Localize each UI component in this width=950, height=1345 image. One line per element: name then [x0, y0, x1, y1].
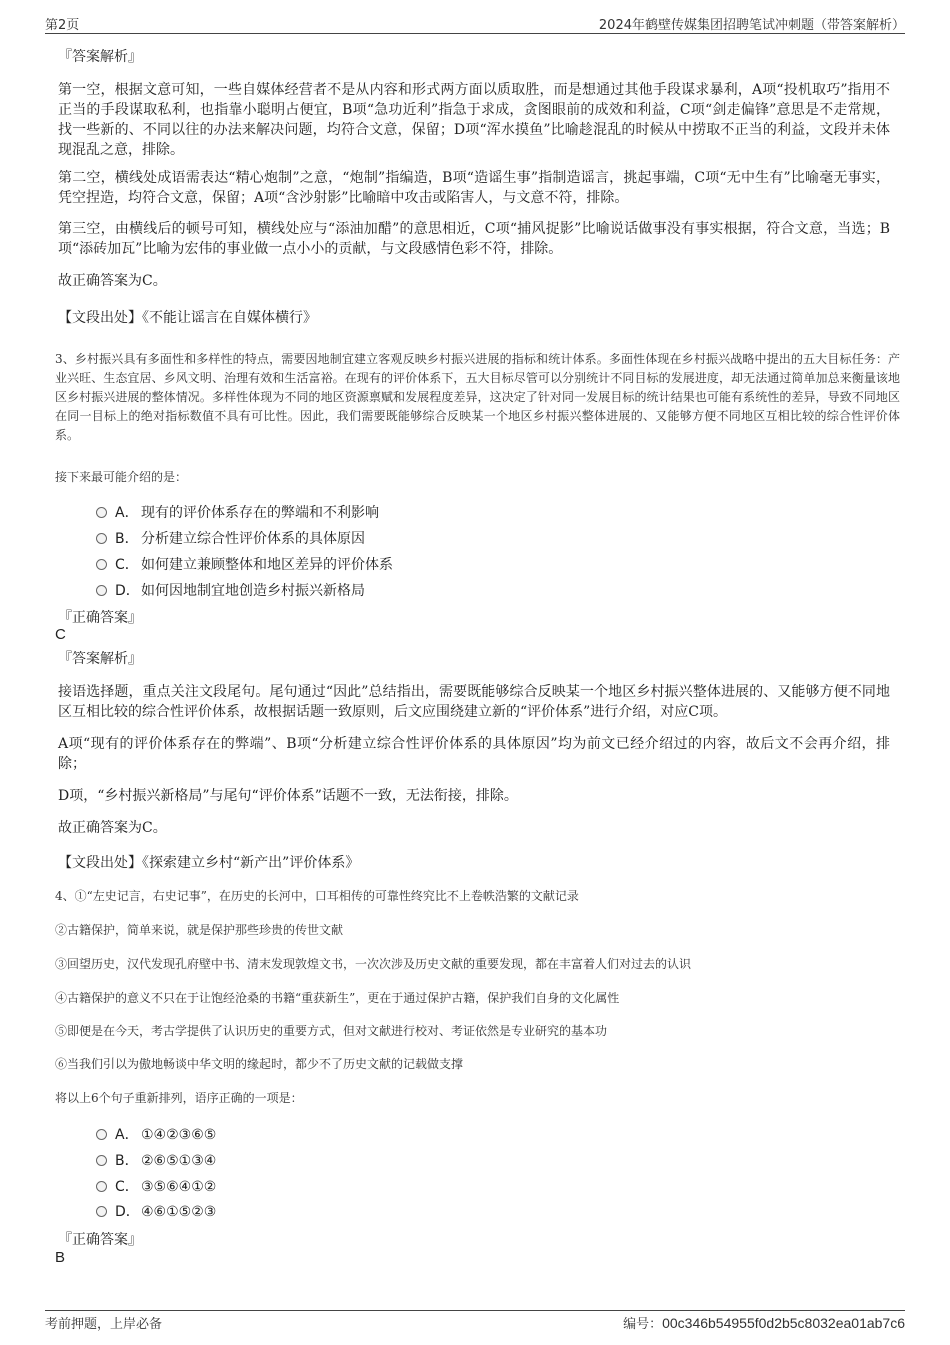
answer-analysis-label: 『答案解析』 [58, 49, 142, 65]
radio-icon[interactable] [96, 585, 107, 596]
option-d[interactable] [96, 1201, 216, 1221]
question-prompt: 将以上6个句子重新排列，语序正确的一项是： [55, 1091, 303, 1105]
option-letter: A． [115, 1127, 139, 1143]
code-value: 00c346b54955f0d2b5c8032ea01ab7c6 [662, 1315, 905, 1331]
radio-icon[interactable] [96, 1206, 107, 1217]
option-letter: A． [115, 505, 139, 521]
option-b[interactable] [96, 528, 365, 548]
radio-icon[interactable] [96, 507, 107, 518]
analysis-conclusion: 故正确答案为C。 [58, 820, 167, 836]
sentence-item: ③回望历史，汉代发现孔府壁中书、清末发现敦煌文书，一次次涉及历史文献的重要发现，都在丰富着人们对过去的认识 [55, 957, 692, 971]
correct-answer: C [55, 626, 66, 643]
option-text: ①④②③⑥⑤ [141, 1127, 217, 1143]
radio-icon[interactable] [96, 533, 107, 544]
document-code [623, 1313, 905, 1332]
analysis-paragraph: A项“现有的评价体系存在的弊端”、B项“分析建立综合性评价体系的具体原因”均为前文已经介绍过的内容，故后文不会再介绍，排除； [58, 736, 890, 772]
option-c[interactable] [96, 1176, 216, 1196]
footer-slogan: 考前押题，上岸必备 [45, 1317, 163, 1332]
analysis-paragraph: 第三空，由横线后的顿号可知，横线处应与“添油加醋”的意思相近，C项“捕风捉影”比喻说话做事没有事实根据，符合文意，当选；B项“添砖加瓦”比喻为宏伟的事业做一点小小的贡献，与文段感情色彩不符，排除。 [58, 221, 890, 257]
sentence-item: ⑤即便是在今天，考古学提供了认识历史的重要方式，但对文献进行校对、考证依然是专业研究的基本功 [55, 1024, 608, 1038]
document-title: 2024年鹤壁传媒集团招聘笔试冲刺题（带答案解析） [598, 18, 905, 33]
radio-icon[interactable] [96, 1129, 107, 1140]
analysis-conclusion: 故正确答案为C。 [58, 273, 167, 289]
question-stem: 3、乡村振兴具有多面性和多样性的特点，需要因地制宜建立客观反映乡村振兴进展的指标和统计体系。多面性体现在乡村振兴战略中提出的五大目标任务：产业兴旺、生态宜居、乡风文明、治理有效和生活富裕。在现有的评价体系下，五大目标尽管可以分别统计不同目标的发展进度，却无法通过简单加总来衡量该地区乡村振兴进展的整体情况。多样性体现为不同的地区资源禀赋和发展程度差异，这决定了针对同一发展目标的统计结果也可能有系统性的差异，导致不同地区在同一目标上的绝对指标数值不具有可比性。因此，我们需要既能够综合反映某一个地区乡村振兴整体进展的、又能够方便不同地区互相比较的综合性评价体系。 [55, 352, 900, 442]
option-letter: D． [115, 1204, 140, 1220]
correct-answer-label: 『正确答案』 [58, 1232, 142, 1248]
analysis-paragraph: 第一空，根据文意可知，一些自媒体经营者不是从内容和形式两方面以质取胜，而是想通过其他手段谋求暴利，A项“投机取巧”指用不正当的手段谋取私利，也指靠小聪明占便宜，B项“急功近利”指急于求成，贪图眼前的成效和利益，C项“剑走偏锋”意思是不走常规，找一些新的、不同以往的办法来解决问题，均符合文意，保留；D项“浑水摸鱼”比喻趁混乱的时候从中捞取不正当的利益，文段并未体现混乱之意，排除。 [58, 82, 890, 158]
option-letter: B． [115, 1153, 139, 1169]
radio-icon[interactable] [96, 1155, 107, 1166]
correct-answer-label: 『正确答案』 [58, 610, 142, 626]
question-prompt: 接下来最可能介绍的是： [55, 470, 188, 484]
passage-source: 【文段出处】《探索建立乡村“新产出”评价体系》 [58, 855, 360, 871]
option-c[interactable] [96, 554, 393, 574]
radio-icon[interactable] [96, 559, 107, 570]
option-b[interactable] [96, 1150, 216, 1170]
option-text: 如何因地制宜地创造乡村振兴新格局 [141, 583, 365, 599]
sentence-item: 4、①“左史记言，右史记事”，在历史的长河中，口耳相传的可靠性终究比不上卷帙浩繁的文献记录 [55, 889, 579, 903]
option-letter: C． [115, 557, 139, 573]
option-text: ④⑥①⑤②③ [141, 1204, 217, 1220]
footer-divider [45, 1310, 905, 1311]
page-header [45, 14, 905, 32]
option-text: 如何建立兼顾整体和地区差异的评价体系 [141, 557, 393, 573]
option-a[interactable] [96, 1124, 216, 1144]
code-label: 编号： [623, 1317, 663, 1332]
option-a[interactable] [96, 502, 379, 522]
correct-answer: B [55, 1249, 66, 1266]
page-number: 第2页 [45, 18, 80, 33]
answer-analysis-label: 『答案解析』 [58, 651, 142, 667]
option-letter: D． [115, 583, 140, 599]
option-letter: C． [115, 1179, 139, 1195]
analysis-paragraph: 接语选择题，重点关注文段尾句。尾句通过“因此”总结指出，需要既能够综合反映某一个地区乡村振兴整体进展的、又能够方便不同地区互相比较的综合性评价体系，故根据话题一致原则，后文应围绕建立新的“评价体系”进行介绍，对应C项。 [58, 684, 890, 720]
sentence-item: ④古籍保护的意义不只在于让饱经沧桑的书籍“重获新生”，更在于通过保护古籍，保护我们自身的文化属性 [55, 991, 620, 1005]
option-text: ②⑥⑤①③④ [141, 1153, 217, 1169]
sentence-item: ⑥当我们引以为傲地畅谈中华文明的缘起时，都少不了历史文献的记载做支撑 [55, 1057, 464, 1071]
sentence-item: ②古籍保护，简单来说，就是保护那些珍贵的传世文献 [55, 923, 344, 937]
option-text: ③⑤⑥④①② [141, 1179, 217, 1195]
analysis-paragraph: 第二空，横线处成语需表达“精心炮制”之意，“炮制”指编造，B项“造谣生事”指制造谣言，挑起事端，C项“无中生有”比喻毫无事实，凭空捏造，均符合文意，保留；A项“含沙射影”比喻暗中攻击或陷害人，与文意不符，排除。 [58, 170, 890, 206]
analysis-paragraph: D项，“乡村振兴新格局”与尾句“评价体系”话题不一致，无法衔接，排除。 [58, 788, 518, 804]
radio-icon[interactable] [96, 1181, 107, 1192]
option-text: 分析建立综合性评价体系的具体原因 [141, 531, 365, 547]
passage-source: 【文段出处】《不能让谣言在自媒体横行》 [58, 310, 317, 326]
page-footer [45, 1313, 905, 1331]
option-d[interactable] [96, 580, 365, 600]
header-divider [45, 33, 905, 34]
option-letter: B． [115, 531, 139, 547]
option-text: 现有的评价体系存在的弊端和不利影响 [141, 505, 379, 521]
